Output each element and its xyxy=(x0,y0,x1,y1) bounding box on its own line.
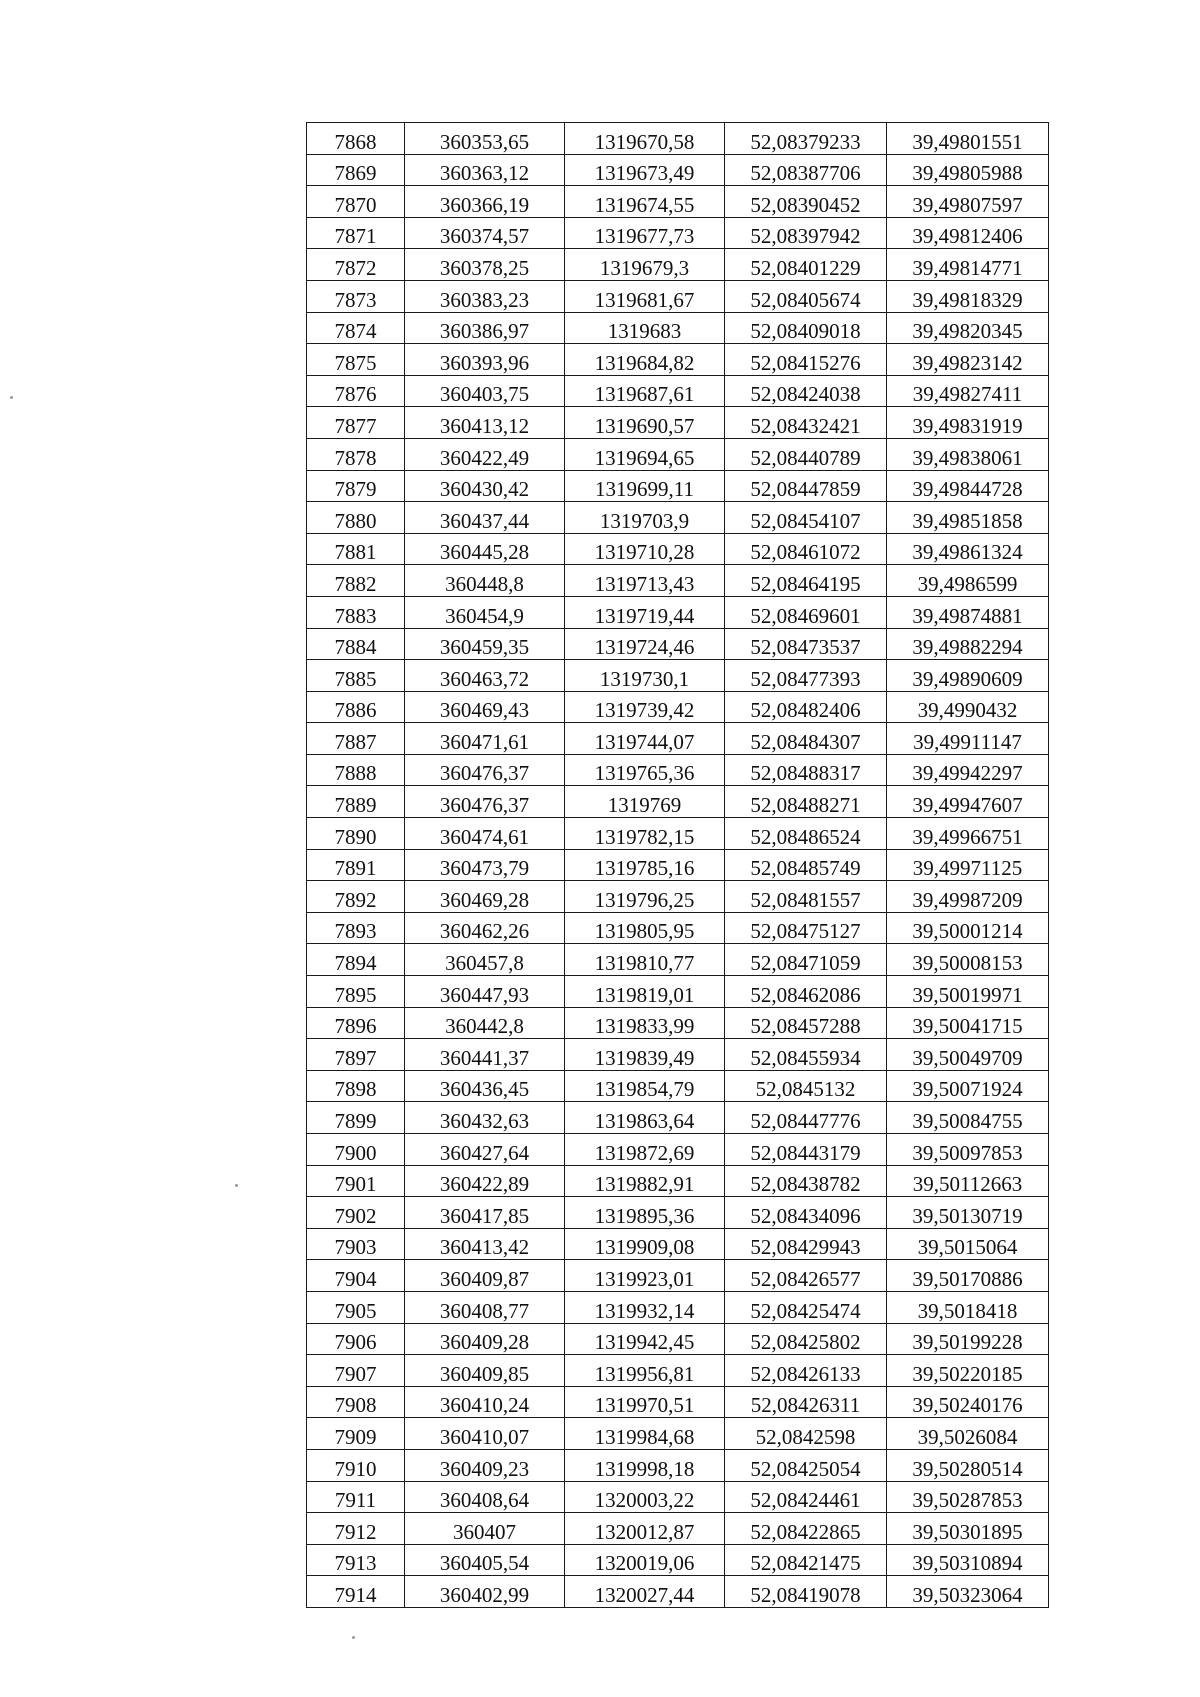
point-number-cell: 7870 xyxy=(307,186,405,218)
longitude-cell: 39,49966751 xyxy=(887,818,1049,850)
point-number-cell: 7886 xyxy=(307,691,405,723)
y-coordinate-cell: 1319796,25 xyxy=(565,881,725,913)
y-coordinate-cell: 1319694,65 xyxy=(565,438,725,470)
longitude-cell: 39,50220185 xyxy=(887,1355,1049,1387)
longitude-cell: 39,5018418 xyxy=(887,1291,1049,1323)
x-coordinate-cell: 360459,35 xyxy=(405,628,565,660)
point-number-cell: 7896 xyxy=(307,1007,405,1039)
point-number-cell: 7880 xyxy=(307,502,405,534)
point-number-cell: 7900 xyxy=(307,1134,405,1166)
point-number-cell: 7879 xyxy=(307,470,405,502)
y-coordinate-cell: 1319819,01 xyxy=(565,976,725,1008)
latitude-cell: 52,08405674 xyxy=(725,280,887,312)
latitude-cell: 52,08461072 xyxy=(725,533,887,565)
y-coordinate-cell: 1319674,55 xyxy=(565,186,725,218)
table-row xyxy=(307,1449,1049,1481)
y-coordinate-cell: 1319684,82 xyxy=(565,344,725,376)
y-coordinate-cell: 1319909,08 xyxy=(565,1228,725,1260)
table-row xyxy=(307,1418,1049,1450)
longitude-cell: 39,50323064 xyxy=(887,1576,1049,1608)
y-coordinate-cell: 1319673,49 xyxy=(565,154,725,186)
point-number-cell: 7895 xyxy=(307,976,405,1008)
longitude-cell: 39,49911147 xyxy=(887,723,1049,755)
x-coordinate-cell: 360409,87 xyxy=(405,1260,565,1292)
longitude-cell: 39,4990432 xyxy=(887,691,1049,723)
longitude-cell: 39,49890609 xyxy=(887,660,1049,692)
point-number-cell: 7868 xyxy=(307,123,405,155)
table-row xyxy=(307,786,1049,818)
longitude-cell: 39,4986599 xyxy=(887,565,1049,597)
point-number-cell: 7897 xyxy=(307,1039,405,1071)
point-number-cell: 7890 xyxy=(307,818,405,850)
y-coordinate-cell: 1319744,07 xyxy=(565,723,725,755)
x-coordinate-cell: 360436,45 xyxy=(405,1070,565,1102)
table-row xyxy=(307,533,1049,565)
y-coordinate-cell: 1319863,64 xyxy=(565,1102,725,1134)
latitude-cell: 52,08475127 xyxy=(725,912,887,944)
latitude-cell: 52,08426311 xyxy=(725,1386,887,1418)
latitude-cell: 52,08425054 xyxy=(725,1449,887,1481)
point-number-cell: 7885 xyxy=(307,660,405,692)
longitude-cell: 39,49818329 xyxy=(887,280,1049,312)
longitude-cell: 39,49874881 xyxy=(887,596,1049,628)
latitude-cell: 52,08486524 xyxy=(725,818,887,850)
point-number-cell: 7881 xyxy=(307,533,405,565)
point-number-cell: 7892 xyxy=(307,881,405,913)
point-number-cell: 7883 xyxy=(307,596,405,628)
longitude-cell: 39,50199228 xyxy=(887,1323,1049,1355)
latitude-cell: 52,08379233 xyxy=(725,123,887,155)
longitude-cell: 39,50287853 xyxy=(887,1481,1049,1513)
y-coordinate-cell: 1319923,01 xyxy=(565,1260,725,1292)
y-coordinate-cell: 1319670,58 xyxy=(565,123,725,155)
y-coordinate-cell: 1319810,77 xyxy=(565,944,725,976)
point-number-cell: 7871 xyxy=(307,217,405,249)
longitude-cell: 39,49801551 xyxy=(887,123,1049,155)
latitude-cell: 52,08454107 xyxy=(725,502,887,534)
x-coordinate-cell: 360405,54 xyxy=(405,1544,565,1576)
y-coordinate-cell: 1319690,57 xyxy=(565,407,725,439)
x-coordinate-cell: 360413,12 xyxy=(405,407,565,439)
y-coordinate-cell: 1320003,22 xyxy=(565,1481,725,1513)
y-coordinate-cell: 1320019,06 xyxy=(565,1544,725,1576)
y-coordinate-cell: 1319677,73 xyxy=(565,217,725,249)
latitude-cell: 52,08426577 xyxy=(725,1260,887,1292)
point-number-cell: 7869 xyxy=(307,154,405,186)
table-row xyxy=(307,407,1049,439)
table-row xyxy=(307,186,1049,218)
x-coordinate-cell: 360402,99 xyxy=(405,1576,565,1608)
table-row xyxy=(307,375,1049,407)
longitude-cell: 39,50041715 xyxy=(887,1007,1049,1039)
y-coordinate-cell: 1319970,51 xyxy=(565,1386,725,1418)
latitude-cell: 52,08387706 xyxy=(725,154,887,186)
y-coordinate-cell: 1319805,95 xyxy=(565,912,725,944)
latitude-cell: 52,08426133 xyxy=(725,1355,887,1387)
longitude-cell: 39,49987209 xyxy=(887,881,1049,913)
table-row xyxy=(307,123,1049,155)
longitude-cell: 39,49861324 xyxy=(887,533,1049,565)
y-coordinate-cell: 1319739,42 xyxy=(565,691,725,723)
longitude-cell: 39,50071924 xyxy=(887,1070,1049,1102)
latitude-cell: 52,08432421 xyxy=(725,407,887,439)
x-coordinate-cell: 360408,77 xyxy=(405,1291,565,1323)
longitude-cell: 39,5015064 xyxy=(887,1228,1049,1260)
y-coordinate-cell: 1319782,15 xyxy=(565,818,725,850)
x-coordinate-cell: 360432,63 xyxy=(405,1102,565,1134)
table-row xyxy=(307,344,1049,376)
latitude-cell: 52,0845132 xyxy=(725,1070,887,1102)
latitude-cell: 52,08457288 xyxy=(725,1007,887,1039)
x-coordinate-cell: 360403,75 xyxy=(405,375,565,407)
longitude-cell: 39,50049709 xyxy=(887,1039,1049,1071)
x-coordinate-cell: 360386,97 xyxy=(405,312,565,344)
x-coordinate-cell: 360454,9 xyxy=(405,596,565,628)
latitude-cell: 52,08429943 xyxy=(725,1228,887,1260)
latitude-cell: 52,08425802 xyxy=(725,1323,887,1355)
table-row xyxy=(307,1576,1049,1608)
point-number-cell: 7913 xyxy=(307,1544,405,1576)
latitude-cell: 52,08484307 xyxy=(725,723,887,755)
table-row xyxy=(307,217,1049,249)
latitude-cell: 52,08488271 xyxy=(725,786,887,818)
point-number-cell: 7877 xyxy=(307,407,405,439)
table-row xyxy=(307,1323,1049,1355)
latitude-cell: 52,08447776 xyxy=(725,1102,887,1134)
y-coordinate-cell: 1319719,44 xyxy=(565,596,725,628)
y-coordinate-cell: 1319833,99 xyxy=(565,1007,725,1039)
point-number-cell: 7907 xyxy=(307,1355,405,1387)
table-row xyxy=(307,1544,1049,1576)
x-coordinate-cell: 360457,8 xyxy=(405,944,565,976)
latitude-cell: 52,08419078 xyxy=(725,1576,887,1608)
table-row xyxy=(307,723,1049,755)
x-coordinate-cell: 360407 xyxy=(405,1513,565,1545)
table-row xyxy=(307,818,1049,850)
table-row xyxy=(307,1134,1049,1166)
table-row xyxy=(307,1481,1049,1513)
x-coordinate-cell: 360374,57 xyxy=(405,217,565,249)
longitude-cell: 39,49851858 xyxy=(887,502,1049,534)
x-coordinate-cell: 360447,93 xyxy=(405,976,565,1008)
y-coordinate-cell: 1319785,16 xyxy=(565,849,725,881)
longitude-cell: 39,49812406 xyxy=(887,217,1049,249)
point-number-cell: 7904 xyxy=(307,1260,405,1292)
table-row xyxy=(307,754,1049,786)
longitude-cell: 39,49844728 xyxy=(887,470,1049,502)
table-row xyxy=(307,1228,1049,1260)
table-row xyxy=(307,1070,1049,1102)
latitude-cell: 52,08443179 xyxy=(725,1134,887,1166)
latitude-cell: 52,08447859 xyxy=(725,470,887,502)
table-row xyxy=(307,470,1049,502)
table-row xyxy=(307,438,1049,470)
y-coordinate-cell: 1320012,87 xyxy=(565,1513,725,1545)
y-coordinate-cell: 1319687,61 xyxy=(565,375,725,407)
latitude-cell: 52,08390452 xyxy=(725,186,887,218)
x-coordinate-cell: 360445,28 xyxy=(405,533,565,565)
x-coordinate-cell: 360422,49 xyxy=(405,438,565,470)
longitude-cell: 39,50240176 xyxy=(887,1386,1049,1418)
point-number-cell: 7905 xyxy=(307,1291,405,1323)
x-coordinate-cell: 360463,72 xyxy=(405,660,565,692)
table-row xyxy=(307,881,1049,913)
x-coordinate-cell: 360409,23 xyxy=(405,1449,565,1481)
x-coordinate-cell: 360474,61 xyxy=(405,818,565,850)
y-coordinate-cell: 1320027,44 xyxy=(565,1576,725,1608)
x-coordinate-cell: 360383,23 xyxy=(405,280,565,312)
longitude-cell: 39,50008153 xyxy=(887,944,1049,976)
table-row xyxy=(307,976,1049,1008)
point-number-cell: 7876 xyxy=(307,375,405,407)
longitude-cell: 39,49823142 xyxy=(887,344,1049,376)
table-row xyxy=(307,1513,1049,1545)
point-number-cell: 7887 xyxy=(307,723,405,755)
y-coordinate-cell: 1319769 xyxy=(565,786,725,818)
point-number-cell: 7902 xyxy=(307,1197,405,1229)
y-coordinate-cell: 1319942,45 xyxy=(565,1323,725,1355)
x-coordinate-cell: 360437,44 xyxy=(405,502,565,534)
y-coordinate-cell: 1319703,9 xyxy=(565,502,725,534)
table-row xyxy=(307,1386,1049,1418)
latitude-cell: 52,08434096 xyxy=(725,1197,887,1229)
longitude-cell: 39,49820345 xyxy=(887,312,1049,344)
table-row xyxy=(307,1355,1049,1387)
table-row xyxy=(307,312,1049,344)
y-coordinate-cell: 1319895,36 xyxy=(565,1197,725,1229)
longitude-cell: 39,50112663 xyxy=(887,1165,1049,1197)
longitude-cell: 39,49827411 xyxy=(887,375,1049,407)
x-coordinate-cell: 360441,37 xyxy=(405,1039,565,1071)
y-coordinate-cell: 1319681,67 xyxy=(565,280,725,312)
longitude-cell: 39,49838061 xyxy=(887,438,1049,470)
latitude-cell: 52,08409018 xyxy=(725,312,887,344)
point-number-cell: 7878 xyxy=(307,438,405,470)
x-coordinate-cell: 360378,25 xyxy=(405,249,565,281)
longitude-cell: 39,49947607 xyxy=(887,786,1049,818)
point-number-cell: 7893 xyxy=(307,912,405,944)
longitude-cell: 39,50130719 xyxy=(887,1197,1049,1229)
longitude-cell: 39,49882294 xyxy=(887,628,1049,660)
latitude-cell: 52,08473537 xyxy=(725,628,887,660)
x-coordinate-cell: 360430,42 xyxy=(405,470,565,502)
table-row xyxy=(307,849,1049,881)
x-coordinate-cell: 360471,61 xyxy=(405,723,565,755)
x-coordinate-cell: 360410,07 xyxy=(405,1418,565,1450)
latitude-cell: 52,0842598 xyxy=(725,1418,887,1450)
point-number-cell: 7911 xyxy=(307,1481,405,1513)
x-coordinate-cell: 360393,96 xyxy=(405,344,565,376)
point-number-cell: 7910 xyxy=(307,1449,405,1481)
latitude-cell: 52,08455934 xyxy=(725,1039,887,1071)
longitude-cell: 39,50019971 xyxy=(887,976,1049,1008)
point-number-cell: 7914 xyxy=(307,1576,405,1608)
x-coordinate-cell: 360409,85 xyxy=(405,1355,565,1387)
point-number-cell: 7908 xyxy=(307,1386,405,1418)
point-number-cell: 7889 xyxy=(307,786,405,818)
longitude-cell: 39,49831919 xyxy=(887,407,1049,439)
point-number-cell: 7888 xyxy=(307,754,405,786)
latitude-cell: 52,08471059 xyxy=(725,944,887,976)
x-coordinate-cell: 360366,19 xyxy=(405,186,565,218)
latitude-cell: 52,08425474 xyxy=(725,1291,887,1323)
point-number-cell: 7906 xyxy=(307,1323,405,1355)
point-number-cell: 7898 xyxy=(307,1070,405,1102)
longitude-cell: 39,49807597 xyxy=(887,186,1049,218)
latitude-cell: 52,08477393 xyxy=(725,660,887,692)
latitude-cell: 52,08440789 xyxy=(725,438,887,470)
longitude-cell: 39,49805988 xyxy=(887,154,1049,186)
x-coordinate-cell: 360409,28 xyxy=(405,1323,565,1355)
latitude-cell: 52,08485749 xyxy=(725,849,887,881)
table-row xyxy=(307,912,1049,944)
longitude-cell: 39,49942297 xyxy=(887,754,1049,786)
latitude-cell: 52,08424038 xyxy=(725,375,887,407)
y-coordinate-cell: 1319683 xyxy=(565,312,725,344)
latitude-cell: 52,08401229 xyxy=(725,249,887,281)
latitude-cell: 52,08422865 xyxy=(725,1513,887,1545)
x-coordinate-cell: 360422,89 xyxy=(405,1165,565,1197)
table-row xyxy=(307,596,1049,628)
point-number-cell: 7891 xyxy=(307,849,405,881)
x-coordinate-cell: 360469,43 xyxy=(405,691,565,723)
x-coordinate-cell: 360427,64 xyxy=(405,1134,565,1166)
table-row xyxy=(307,1039,1049,1071)
longitude-cell: 39,49971125 xyxy=(887,849,1049,881)
y-coordinate-cell: 1319956,81 xyxy=(565,1355,725,1387)
x-coordinate-cell: 360408,64 xyxy=(405,1481,565,1513)
latitude-cell: 52,08469601 xyxy=(725,596,887,628)
longitude-cell: 39,50084755 xyxy=(887,1102,1049,1134)
longitude-cell: 39,50001214 xyxy=(887,912,1049,944)
table-row xyxy=(307,1102,1049,1134)
scan-speck xyxy=(10,396,13,399)
table-row xyxy=(307,154,1049,186)
x-coordinate-cell: 360476,37 xyxy=(405,786,565,818)
point-number-cell: 7899 xyxy=(307,1102,405,1134)
y-coordinate-cell: 1319839,49 xyxy=(565,1039,725,1071)
x-coordinate-cell: 360476,37 xyxy=(405,754,565,786)
scan-speck xyxy=(352,1636,355,1639)
table-row xyxy=(307,249,1049,281)
table-row xyxy=(307,502,1049,534)
point-number-cell: 7903 xyxy=(307,1228,405,1260)
point-number-cell: 7873 xyxy=(307,280,405,312)
point-number-cell: 7909 xyxy=(307,1418,405,1450)
x-coordinate-cell: 360448,8 xyxy=(405,565,565,597)
y-coordinate-cell: 1319765,36 xyxy=(565,754,725,786)
point-number-cell: 7894 xyxy=(307,944,405,976)
latitude-cell: 52,08397942 xyxy=(725,217,887,249)
latitude-cell: 52,08464195 xyxy=(725,565,887,597)
table-row xyxy=(307,660,1049,692)
y-coordinate-cell: 1319984,68 xyxy=(565,1418,725,1450)
table-row xyxy=(307,628,1049,660)
latitude-cell: 52,08424461 xyxy=(725,1481,887,1513)
x-coordinate-cell: 360410,24 xyxy=(405,1386,565,1418)
x-coordinate-cell: 360462,26 xyxy=(405,912,565,944)
point-number-cell: 7882 xyxy=(307,565,405,597)
latitude-cell: 52,08488317 xyxy=(725,754,887,786)
latitude-cell: 52,08481557 xyxy=(725,881,887,913)
y-coordinate-cell: 1319998,18 xyxy=(565,1449,725,1481)
latitude-cell: 52,08462086 xyxy=(725,976,887,1008)
point-number-cell: 7872 xyxy=(307,249,405,281)
longitude-cell: 39,50170886 xyxy=(887,1260,1049,1292)
table-row xyxy=(307,691,1049,723)
table-row xyxy=(307,280,1049,312)
point-number-cell: 7884 xyxy=(307,628,405,660)
latitude-cell: 52,08415276 xyxy=(725,344,887,376)
point-number-cell: 7912 xyxy=(307,1513,405,1545)
y-coordinate-cell: 1319882,91 xyxy=(565,1165,725,1197)
table-row xyxy=(307,1197,1049,1229)
y-coordinate-cell: 1319932,14 xyxy=(565,1291,725,1323)
y-coordinate-cell: 1319679,3 xyxy=(565,249,725,281)
y-coordinate-cell: 1319699,11 xyxy=(565,470,725,502)
latitude-cell: 52,08482406 xyxy=(725,691,887,723)
latitude-cell: 52,08421475 xyxy=(725,1544,887,1576)
latitude-cell: 52,08438782 xyxy=(725,1165,887,1197)
table-row xyxy=(307,565,1049,597)
point-number-cell: 7875 xyxy=(307,344,405,376)
x-coordinate-cell: 360353,65 xyxy=(405,123,565,155)
x-coordinate-cell: 360413,42 xyxy=(405,1228,565,1260)
x-coordinate-cell: 360469,28 xyxy=(405,881,565,913)
scan-speck xyxy=(235,1184,238,1187)
coordinates-table xyxy=(306,122,1049,1608)
x-coordinate-cell: 360417,85 xyxy=(405,1197,565,1229)
y-coordinate-cell: 1319872,69 xyxy=(565,1134,725,1166)
longitude-cell: 39,50310894 xyxy=(887,1544,1049,1576)
y-coordinate-cell: 1319854,79 xyxy=(565,1070,725,1102)
table-row xyxy=(307,1260,1049,1292)
x-coordinate-cell: 360442,8 xyxy=(405,1007,565,1039)
y-coordinate-cell: 1319724,46 xyxy=(565,628,725,660)
longitude-cell: 39,5026084 xyxy=(887,1418,1049,1450)
y-coordinate-cell: 1319710,28 xyxy=(565,533,725,565)
y-coordinate-cell: 1319713,43 xyxy=(565,565,725,597)
table-row xyxy=(307,1007,1049,1039)
longitude-cell: 39,50301895 xyxy=(887,1513,1049,1545)
point-number-cell: 7874 xyxy=(307,312,405,344)
x-coordinate-cell: 360363,12 xyxy=(405,154,565,186)
y-coordinate-cell: 1319730,1 xyxy=(565,660,725,692)
table-row xyxy=(307,1291,1049,1323)
table-row xyxy=(307,944,1049,976)
coordinates-table-body xyxy=(307,123,1049,1608)
x-coordinate-cell: 360473,79 xyxy=(405,849,565,881)
longitude-cell: 39,49814771 xyxy=(887,249,1049,281)
table-row xyxy=(307,1165,1049,1197)
longitude-cell: 39,50280514 xyxy=(887,1449,1049,1481)
longitude-cell: 39,50097853 xyxy=(887,1134,1049,1166)
point-number-cell: 7901 xyxy=(307,1165,405,1197)
